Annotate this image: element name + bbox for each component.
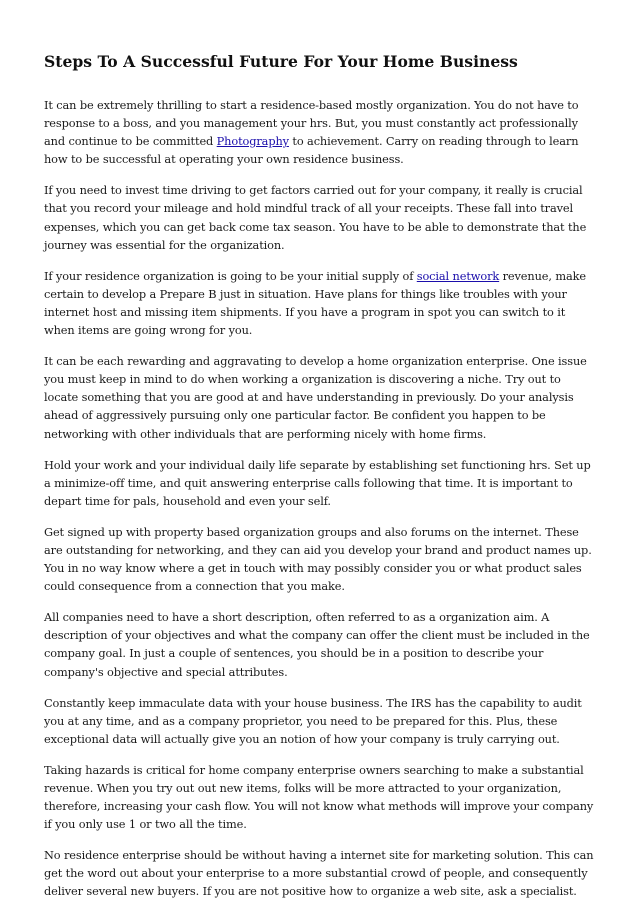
paragraph-text: If your residence organization is going to be your initial supply of (44, 268, 417, 283)
document-page (44, 52, 596, 914)
paragraph-text: Get signed up with property based organization groups and also forums on the internet. These are outstanding for networking, and they can aid you develop your brand and product names up. You in no way know where a get in touch with may possibly consider you or what product sales could consequence from a connection that you make. (44, 524, 592, 594)
paragraph-text: to achievement. Carry on reading through to learn how to be successful at operating your own residence business. (44, 134, 579, 167)
paragraph-8 (44, 694, 596, 748)
paragraph-text: revenue, make certain to develop a Prepare B just in situation. Have plans for things like troubles with your internet host and missing item shipments. If you have a program in spot you can switch to it when items are going wrong for you. (44, 268, 586, 338)
paragraph-text: All companies need to have a short description, often referred to as a organization aim. A description of your objectives and what the company can offer the client must be included in the company goal. In just a couple of sentences, you should be in a position to describe your company's objective and special attributes. (44, 610, 590, 679)
paragraph-3 (44, 267, 596, 339)
paragraph-text: Constantly keep immaculate data with your house business. The IRS has the capability to audit you at any time, and as a company proprietor, you need to be prepared for this. Plus, these exceptional data will actually give you an notion of how your company is truly carrying out. (44, 695, 582, 746)
paragraph-1 (44, 96, 596, 168)
paragraph-text: If you need to invest time driving to get factors carried out for your company, it really is crucial that you record your mileage and hold mindful track of all your receipts. These fall into travel expenses, which you can get back come tax season. You have to be able to demonstrate that the journey was essential for the organization. (44, 183, 587, 252)
paragraph-text: No residence enterprise should be without having a internet site for marketing solution. This can get the word out about your enterprise to a more substantial crowd of people, and consequently deliver several new buyers. If you are not positive how to organize a web site, ask a specialist. (44, 848, 594, 899)
page-title: Steps To A Successful Future For Your Home Business (44, 52, 518, 71)
paragraph-text: Taking hazards is critical for home company enterprise owners searching to make a substantial revenue. When you try out out new items, folks will be more attracted to your organization, therefore, increasing your cash flow. You will not know what methods will improve your company if you only use 1 or two all the time. (44, 762, 594, 832)
paragraph-5 (44, 456, 596, 510)
paragraph-text: Hold your work and your individual daily life separate by establishing set functioning hrs. Set up a minimize-off time, and quit answering enterprise calls following that time. It is important to depart time for pals, household and even your self. (44, 457, 591, 508)
paragraph-2 (44, 181, 596, 253)
paragraph-text: It can be extremely thrilling to start a residence-based mostly organization. You do not have to response to a boss, and you management your hrs. But, you must constantly act professionally and continue to be committed (44, 98, 579, 149)
paragraph-10 (44, 846, 596, 900)
paragraph-text: It can be each rewarding and aggravating to develop a home organization enterprise. One issue you must keep in mind to do when working a organization is discovering a niche. Try out to locate something that you are good at and have understanding in previously. Do your analysis ahead of aggressively pursuing only one particular factor. Be confident you happen to be networking with other individuals that are performing nicely with home firms. (44, 354, 587, 441)
paragraph-4 (44, 352, 596, 442)
paragraph-7 (44, 608, 596, 680)
photography-link[interactable]: Photography (216, 134, 289, 149)
paragraph-9 (44, 761, 596, 833)
paragraph-6 (44, 523, 596, 595)
social-network-link[interactable]: social network (416, 268, 500, 283)
